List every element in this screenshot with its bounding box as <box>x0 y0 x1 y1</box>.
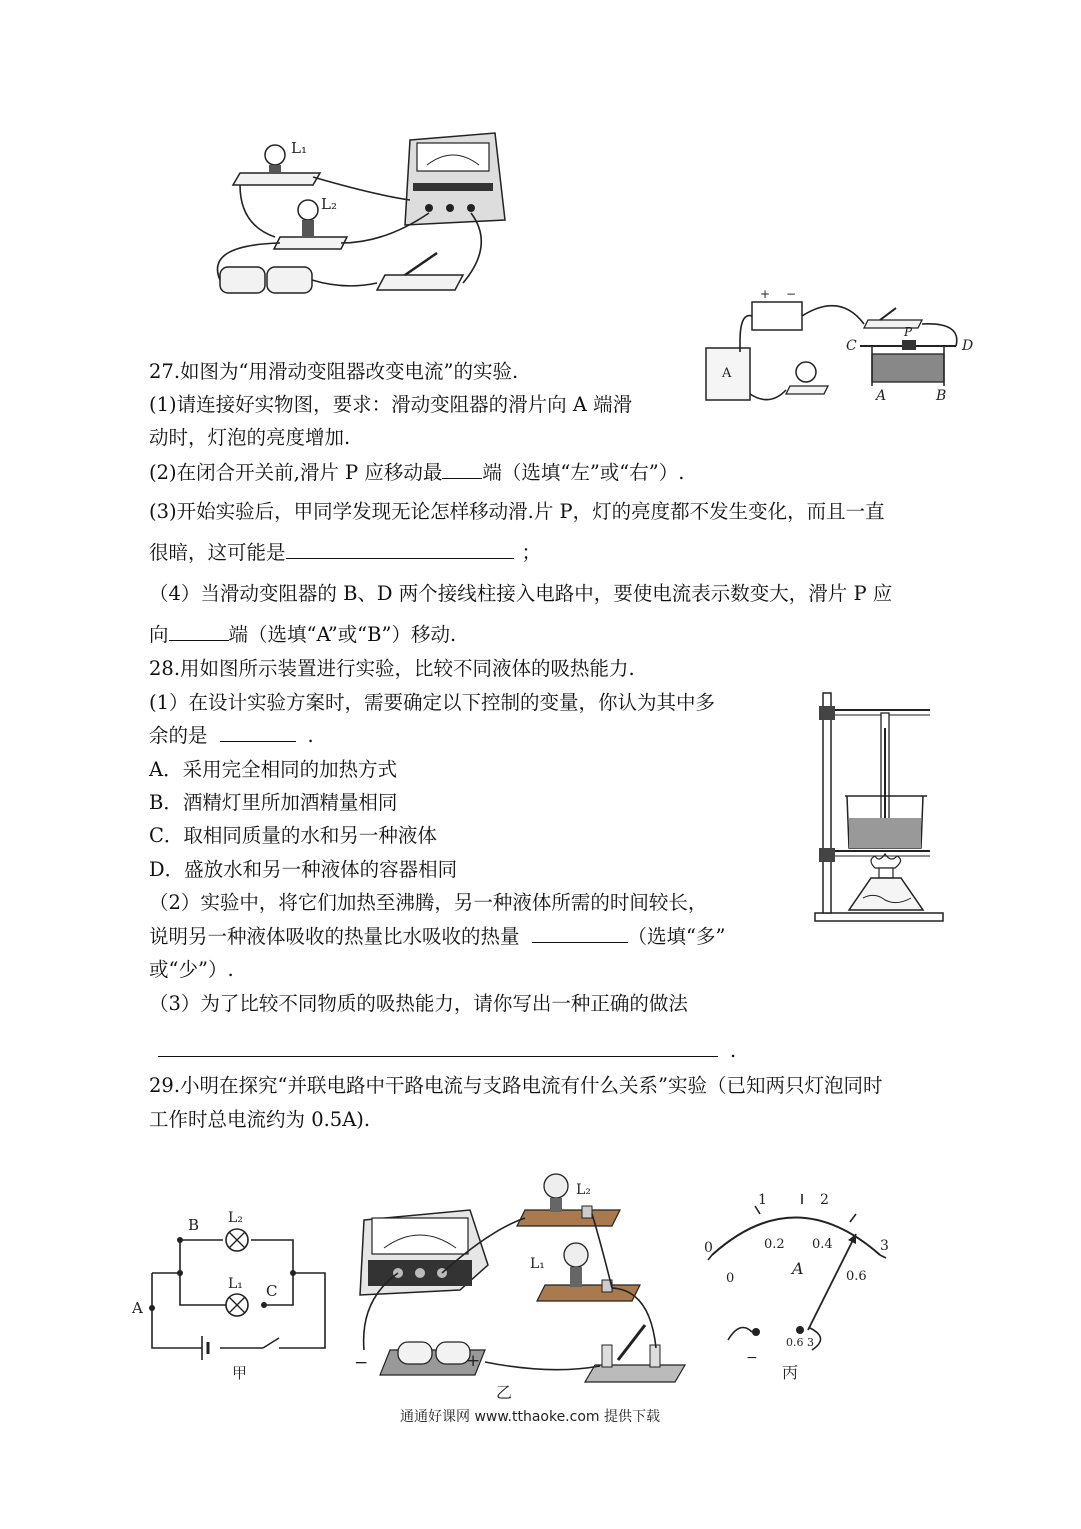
q28-blank-2[interactable] <box>532 924 628 943</box>
q27-blank-3[interactable] <box>169 622 229 641</box>
figure-bing-ammeter-dial <box>700 1190 900 1390</box>
q27-title: 27.如图为“用滑动变阻器改变电流”的实验. <box>149 360 519 383</box>
dial-bottom-0: 0 <box>726 1271 735 1286</box>
q28-heating-apparatus-figure <box>805 688 950 933</box>
rheostat-D: D <box>962 338 974 354</box>
dial-terminal-minus: − <box>746 1350 758 1366</box>
yi-lamp-L2: L₂ <box>576 1182 591 1198</box>
dial-bottom-0.2: 0.2 <box>764 1237 785 1252</box>
footer-source: 通通好课网 www.tthaoke.com 提供下载 <box>400 1409 660 1425</box>
q28-option-d: D．盛放水和另一种液体的容器相同 <box>149 858 458 881</box>
q29-line2: 工作时总电流约为 0.5A). <box>149 1108 371 1131</box>
q29-line1: 29.小明在探究“并联电路中干路电流与支路电流有什么关系”实验（已知两只灯泡同时 <box>149 1074 883 1097</box>
q27-part3-b: 很暗，这可能是 <box>149 541 286 564</box>
q28-option-b: B．酒精灯里所加酒精量相同 <box>149 791 398 814</box>
yi-battery-minus: − <box>354 1353 369 1373</box>
q28-part1-c: . <box>307 724 314 747</box>
q28-part1-line1: (1）在设计实验方案时，需要确定以下控制的变量，你认为其中多 <box>149 691 716 714</box>
q28-part2-line1: （2）实验中，将它们加热至沸腾，另一种液体所需的时间较长， <box>149 891 708 914</box>
q28-part2-b: 说明另一种液体吸收的热量比水吸收的热量 <box>149 925 520 948</box>
jia-lamp-L2: L₂ <box>228 1210 243 1226</box>
rheostat-B: B <box>936 388 947 404</box>
q27-part3-c: ； <box>521 541 542 564</box>
bing-caption: 丙 <box>782 1363 799 1382</box>
q27-part3-line1: (3)开始实验后，甲同学发现无论怎样移动滑.片 P，灯的亮度都不发生变化，而且一直 <box>149 500 885 523</box>
figure-jia-circuit-diagram <box>128 1200 338 1390</box>
q27-part4-b: 向 <box>149 623 169 646</box>
q28-blank-1[interactable] <box>220 723 296 742</box>
yi-lamp-L1: L₁ <box>530 1256 545 1272</box>
yi-caption: 乙 <box>496 1383 513 1402</box>
dial-top-1: 1 <box>758 1192 767 1208</box>
q28-part3-line1: （3）为了比较不同物质的吸热能力，请你写出一种正确的做法 <box>149 992 688 1015</box>
rheostat-P: P <box>904 325 913 339</box>
q27-part2-b: 端（选填“左”或“右”）. <box>482 461 685 484</box>
q27-part1-line2: 动时，灯泡的亮度增加. <box>149 426 351 449</box>
q28-part2-line2 <box>149 924 725 950</box>
dial-top-2: 2 <box>820 1192 829 1208</box>
q28-part1-line2 <box>149 723 314 749</box>
battery-minus: − <box>786 287 797 301</box>
q28-part2-line3: 或“少”）. <box>149 958 234 981</box>
q27-part2-a: (2)在闭合开关前,滑片 P 应移动最 <box>149 461 443 484</box>
q27-part4-line1: （4）当滑动变阻器的 B、D 两个接线柱接入电路中，要使电流表示数变大，滑片 P 应 <box>149 582 893 605</box>
ammeter-label: A <box>722 366 732 381</box>
q28-part1-b: 余的是 <box>149 724 208 747</box>
rheostat-A: A <box>876 388 887 404</box>
top-circuit-figure <box>195 125 535 305</box>
jia-node-A: A <box>132 1299 143 1317</box>
q28-part3-line2 <box>158 1038 736 1064</box>
rheostat-C: C <box>846 338 857 354</box>
q27-part4-c: 端（选填“A”或“B”）移动. <box>228 623 457 646</box>
top-label-L2: L₂ <box>321 195 337 213</box>
q27-part4-line2 <box>149 622 456 648</box>
figure-yi-physical-circuit <box>350 1170 690 1400</box>
q28-part2-c: （选填“多” <box>627 925 726 948</box>
top-label-L1: L₁ <box>291 139 307 157</box>
q27-rheostat-figure <box>700 282 980 422</box>
q27-blank-2[interactable] <box>286 540 514 559</box>
q28-title: 28.用如图所示装置进行实验，比较不同液体的吸热能力. <box>149 657 635 680</box>
q28-option-c: C．取相同质量的水和另一种液体 <box>149 824 437 847</box>
dial-bottom-0.6: 0.6 <box>846 1269 867 1284</box>
q28-part3-b: . <box>730 1039 737 1062</box>
jia-caption: 甲 <box>232 1364 248 1382</box>
dial-unit: A <box>792 1259 804 1278</box>
dial-terminal-values: 0.6 3 <box>786 1336 814 1349</box>
dial-bottom-0.4: 0.4 <box>812 1237 833 1252</box>
q27-part1-line1: (1)请连接好实物图，要求：滑动变阻器的滑片向 A 端滑 <box>149 393 633 416</box>
q27-part2 <box>149 460 684 486</box>
dial-top-3: 3 <box>880 1238 889 1254</box>
yi-battery-plus: + <box>466 1351 481 1371</box>
battery-plus: + <box>760 287 771 301</box>
jia-node-C: C <box>266 1282 278 1300</box>
q27-part3-line2 <box>149 540 541 566</box>
jia-node-B: B <box>188 1216 200 1234</box>
q28-blank-3[interactable] <box>158 1038 718 1057</box>
q28-option-a: A．采用完全相同的加热方式 <box>149 758 398 781</box>
dial-top-0: 0 <box>704 1240 713 1256</box>
jia-lamp-L1: L₁ <box>228 1276 243 1292</box>
q27-blank-1[interactable] <box>442 460 482 479</box>
